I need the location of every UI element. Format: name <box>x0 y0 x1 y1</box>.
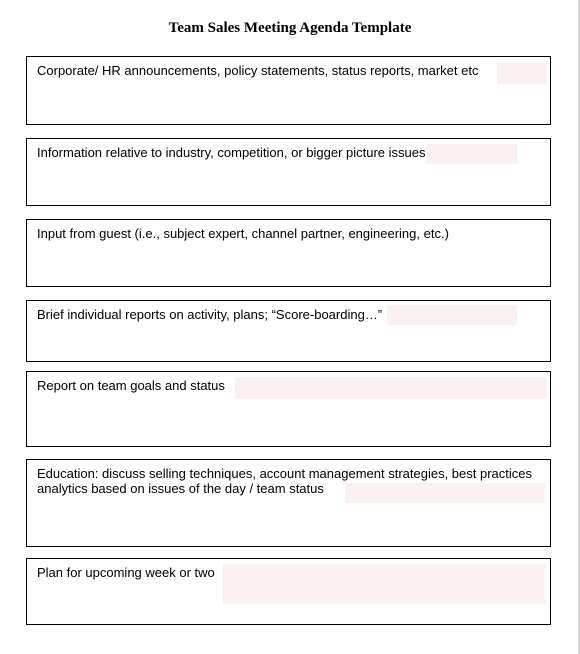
agenda-item-line: Plan for upcoming week or two <box>37 565 215 580</box>
agenda-box-corporate-announcements <box>26 56 551 125</box>
page-title: Team Sales Meeting Agenda Template <box>168 20 412 36</box>
agenda-item-line: Input from guest (i.e., subject expert, channel partner, engineering, etc.) <box>37 226 449 241</box>
agenda-item-text <box>37 565 542 580</box>
agenda-item-line: analytics based on issues of the day / team status <box>37 481 324 496</box>
agenda-item-text <box>37 63 542 78</box>
agenda-box-education <box>26 459 551 547</box>
agenda-box-guest-input <box>26 219 551 287</box>
agenda-box-upcoming-plan <box>26 558 551 625</box>
agenda-item-line: Report on team goals and status <box>37 378 225 393</box>
agenda-box-industry-information <box>26 138 551 206</box>
agenda-item-line: Corporate/ HR announcements, policy statements, status reports, market etc <box>37 63 479 78</box>
agenda-item-line: Education: discuss selling techniques, account management strategies, best practices <box>37 466 532 481</box>
agenda-item-text <box>37 466 542 496</box>
agenda-item-text <box>37 226 542 241</box>
agenda-item-text <box>37 145 542 160</box>
agenda-box-team-goals <box>26 371 551 447</box>
agenda-item-line: Brief individual reports on activity, plans; “Score-boarding…” <box>37 307 383 322</box>
agenda-box-individual-reports <box>26 300 551 362</box>
agenda-item-text <box>37 378 542 393</box>
agenda-item-text <box>37 307 542 322</box>
agenda-item-line: Information relative to industry, competition, or bigger picture issues <box>37 145 426 160</box>
